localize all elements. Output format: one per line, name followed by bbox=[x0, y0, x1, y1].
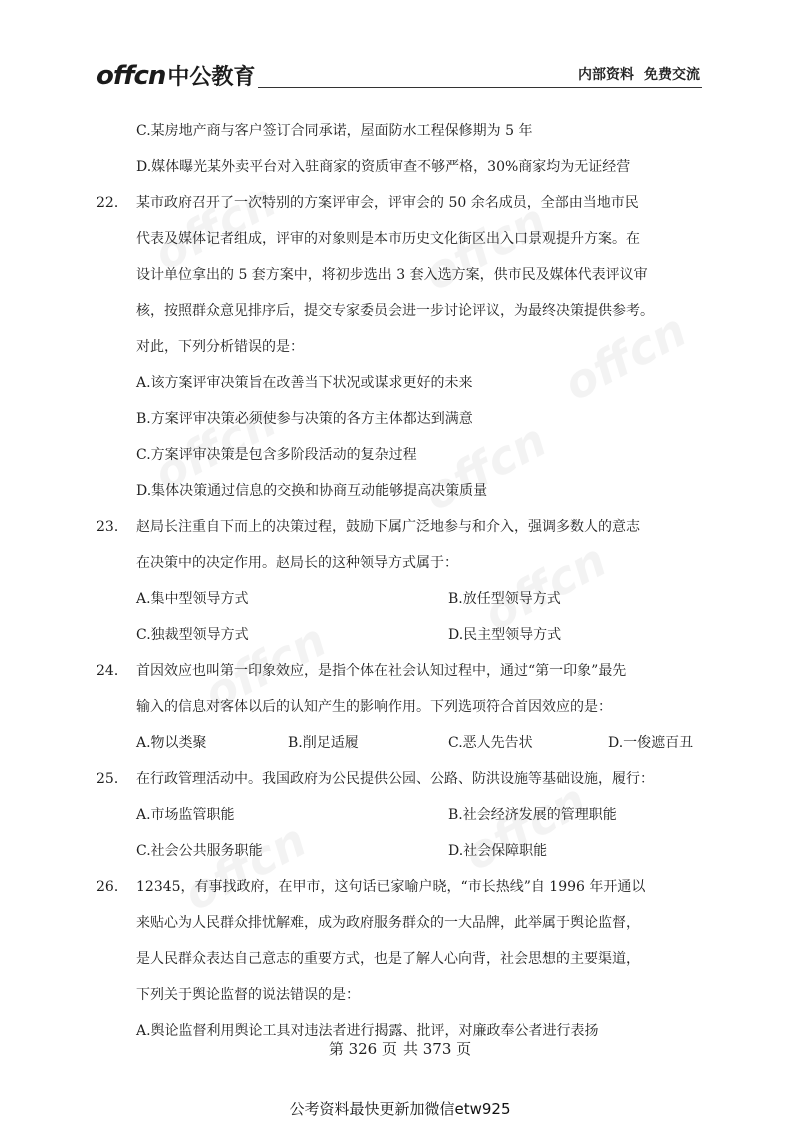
watermark bbox=[415, 413, 555, 522]
question-text: 输入的信息对客体以后的认知产生的影响作用。下列选项符合首因效应的是： bbox=[136, 699, 612, 715]
question-text: 在行政管理活动中。我国政府为公民提供公园、公路、防洪设施等基础设施，履行： bbox=[136, 771, 654, 787]
question-text: 代表及媒体记者组成，评审的对象则是本市历史文化街区出入口景观提升方案。在 bbox=[136, 231, 640, 247]
option-c: C.独裁型领导方式 bbox=[136, 627, 249, 643]
option-b: B.削足适履 bbox=[288, 735, 359, 751]
question-text: 在决策中的决定作用。赵局长的这种领导方式属于： bbox=[136, 555, 458, 571]
logo-en: offcn bbox=[96, 61, 166, 91]
question-number: 22． bbox=[96, 195, 128, 211]
header-tag-internal: 内部资料 bbox=[578, 67, 634, 83]
question-text: 是人民群众表达自己意志的重要方式，也是了解人心向背，社会思想的主要渠道， bbox=[136, 951, 640, 967]
question-text: 12345，有事找政府，在甲市，这句话已家喻户晓，“市长热线”自 1996 年开通以 bbox=[136, 879, 646, 895]
option-d: D.一俊遮百丑 bbox=[608, 735, 694, 751]
page-header bbox=[96, 58, 702, 92]
option-d: D.媒体曝光某外卖平台对入驻商家的资质审查不够严格，30%商家均为无证经营 bbox=[136, 159, 631, 175]
question-number: 23． bbox=[96, 519, 128, 535]
option-a: A.该方案评审决策旨在改善当下状况或谋求更好的未来 bbox=[136, 375, 473, 391]
option-c: C.恶人先告状 bbox=[448, 735, 533, 751]
promo-text: 公考资料最快更新加微信etw925 bbox=[289, 1100, 511, 1118]
option-a: A.集中型领导方式 bbox=[136, 591, 249, 607]
question-number: 26． bbox=[96, 879, 128, 895]
option-a: A.市场监管职能 bbox=[136, 807, 235, 823]
logo-cn: 中公教育 bbox=[167, 65, 256, 90]
header-tag-free: 免费交流 bbox=[644, 67, 700, 83]
question-number: 24． bbox=[96, 663, 128, 679]
option-b: B.方案评审决策必须使参与决策的各方主体都达到满意 bbox=[136, 411, 473, 427]
watermark bbox=[455, 773, 595, 882]
option-c: C.社会公共服务职能 bbox=[136, 843, 263, 859]
page-number bbox=[0, 1038, 800, 1059]
option-d: D.集体决策通过信息的交换和协商互动能够提高决策质量 bbox=[136, 483, 488, 499]
option-d: D.社会保障职能 bbox=[448, 843, 548, 859]
question-number: 25． bbox=[96, 771, 128, 787]
header-divider bbox=[258, 87, 702, 88]
option-c: C.方案评审决策是包含多阶段活动的复杂过程 bbox=[136, 447, 417, 463]
brand-logo bbox=[96, 60, 255, 91]
question-text: 赵局长注重自下而上的决策过程，鼓励下属广泛地参与和介入，强调多数人的意志 bbox=[136, 519, 640, 535]
page-current: 第 326 页 bbox=[328, 1040, 397, 1058]
option-a: A.舆论监督利用舆论工具对违法者进行揭露、批评，对廉政奉公者进行表扬 bbox=[136, 1023, 599, 1039]
question-text: 来贴心为人民群众排忧解难，成为政府服务群众的一大品牌，此举属于舆论监督， bbox=[136, 915, 640, 931]
question-text: 某市政府召开了一次特别的方案评审会，评审会的 50 余名成员，全部由当地市民 bbox=[136, 195, 639, 211]
page-total: 共 373 页 bbox=[403, 1040, 472, 1058]
question-text: 首因效应也叫第一印象效应，是指个体在社会认知过程中，通过“第一印象”最先 bbox=[136, 663, 627, 679]
option-b: B.社会经济发展的管理职能 bbox=[448, 807, 617, 823]
question-text: 对此，下列分析错误的是： bbox=[136, 339, 304, 355]
option-a: A.物以类聚 bbox=[136, 735, 207, 751]
header-tags bbox=[578, 64, 700, 84]
question-text: 设计单位拿出的 5 套方案中，将初步选出 3 套入选方案，供市民及媒体代表评议审 bbox=[136, 267, 648, 283]
question-text: 下列关于舆论监督的说法错误的是： bbox=[136, 987, 360, 1003]
option-c: C.某房地产商与客户签订合同承诺，屋面防水工程保修期为 5 年 bbox=[136, 123, 533, 139]
option-b: B.放任型领导方式 bbox=[448, 591, 561, 607]
question-text: 核，按照群众意见排序后，提交专家委员会进一步讨论评议，为最终决策提供参考。 bbox=[136, 303, 654, 319]
option-d: D.民主型领导方式 bbox=[448, 627, 562, 643]
watermark bbox=[175, 813, 315, 922]
